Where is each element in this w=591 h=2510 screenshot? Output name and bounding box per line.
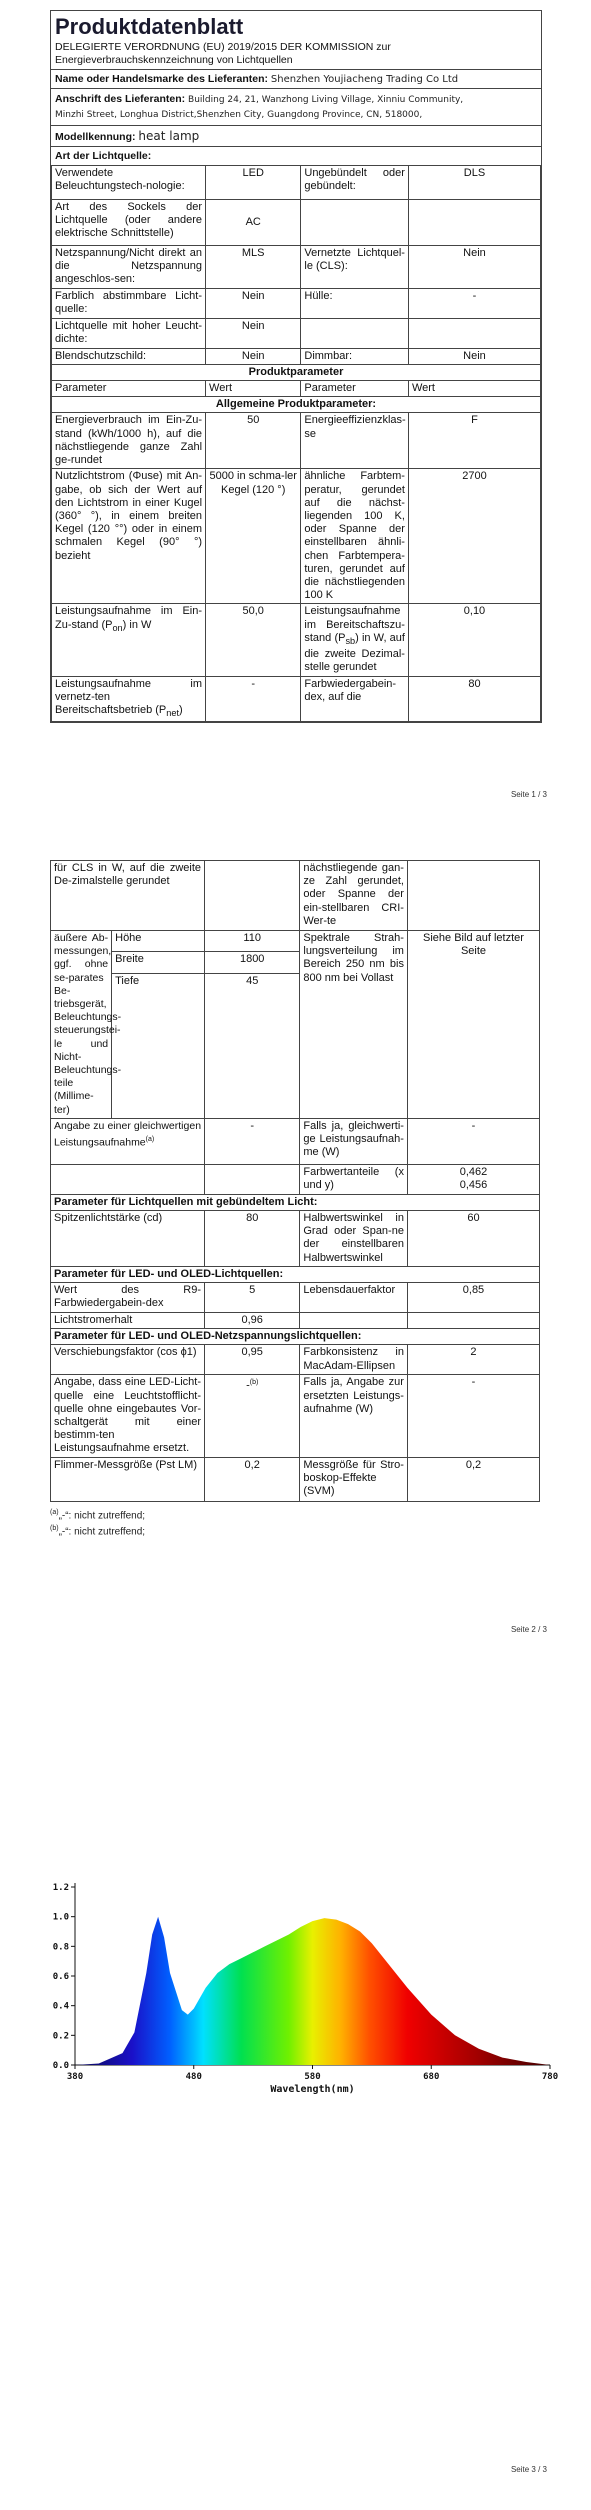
table-row: Spitzenlichtstärke (cd) 80 Halbwertswinkel in Grad oder Span-ne der einstellbaren Halbwertswinkel 60 [51, 1211, 540, 1267]
table-row: Energieverbrauch im Ein-Zu-stand (kWh/1000 h), auf die nächstliegende ganze Zahl ge-rundet 50 Energieeffizienzklas-se F [52, 413, 541, 469]
x-tick-label: 480 [185, 2072, 202, 2082]
spectral-value: Siehe Bild auf letzter Seite [407, 931, 539, 1119]
table-row: Farblich abstimmbare Licht-quelle: Nein Hülle: - [52, 288, 541, 318]
table-row: Leistungsaufnahme im Ein-Zu-stand $(P_{on})$ in W 50,0 Leistungsaufnahme im Bereitschaftszu-stand $(P_{sb})$ in W, auf die zweite Dezimal-stelle gerundet 0,10 [52, 604, 541, 676]
table-row: Lichtquelle mit hoher Leucht-dichte: Nein [52, 318, 541, 348]
dimensions-label: äußere Ab-messungen, ggf. ohne se-parates Be-triebsgerät, Beleuchtungs-steuerungstei-le und Nicht-Beleuchtungs-teile (Millime-ter) [51, 931, 112, 1119]
page-2-footer: Seite 2 / 3 [510, 1625, 547, 1634]
general-parameters-header: Allgemeine Produktparameter: [52, 397, 541, 413]
y-tick-label: 0.8 [52, 1942, 69, 1953]
product-parameters-header: Produktparameter [52, 364, 541, 380]
model-label: Modellkennung: [55, 131, 136, 143]
regulation-text: DELEGIERTE VERORDNUNG (EU) 2019/2015 DER KOMMISSION zur Energieverbrauchskennzeichnung von Lichtquellen [55, 41, 391, 66]
page-1 [0, 0, 591, 850]
table-row: Leistungsaufnahme im vernetz-ten Bereitschaftsbetrieb $(P_{net})$ - Farbwiedergabein-dex, auf die 80 [52, 676, 541, 722]
led-mains-header: Parameter für LED- und OLED-Netzspannungslichtquellen: [51, 1329, 540, 1345]
led-header: Parameter für LED- und OLED-Lichtquellen: [51, 1266, 540, 1282]
table-row: Wert des R9-Farbwiedergabein-dex 5 Lebensdauerfaktor 0,85 [51, 1283, 540, 1313]
table-row: Netzspannung/Nicht direkt an die Netzspannung angeschlos-sen: MLS Vernetzte Lichtquel-le (CLS): Nein [52, 246, 541, 289]
light-source-type-header: Art der Lichtquelle: [55, 150, 152, 162]
table-row: Lichtstromerhalt 0,96 [51, 1313, 540, 1329]
table-row: Art des Sockels der Lichtquelle (oder andere elektrische Schnittstelle) AC [52, 200, 541, 246]
table-row [52, 397, 541, 413]
y-tick-label: 0.2 [52, 2031, 69, 2042]
directional-header: Parameter für Lichtquellen mit gebündeltem Licht: [51, 1194, 540, 1210]
y-tick-label: 0.0 [52, 2061, 69, 2071]
page-3 [0, 1650, 591, 2510]
y-tick-label: 0.4 [52, 2001, 69, 2012]
table-row [51, 931, 540, 952]
product-data-table [51, 165, 541, 722]
supplier-name-label: Name oder Handelsmarke des Lieferanten: [55, 73, 268, 85]
address-label: Anschrift des Lieferanten: [55, 93, 186, 105]
address-line-2: Minzhi Street, Longhua District,Shenzhen City, Guangdong Province, CN, 518000, [55, 110, 423, 120]
spectrum-area [75, 1917, 550, 2065]
table-header-row: Parameter Wert Parameter Wert [52, 381, 541, 397]
dim-value: 1800 [205, 952, 300, 973]
x-tick-label: 780 [541, 2072, 559, 2082]
page-3-footer: Seite 3 / 3 [510, 2465, 547, 2474]
table-row: für CLS in W, auf die zweite De-zimalstelle gerundet nächstliegende gan-ze Zahl gerundet, oder Spanne der ein-stellbaren CRI-Wer-te [51, 861, 540, 931]
table-row: Nutzlichtstrom (Φuse) mit An-gabe, ob sich der Wert auf den Lichtstrom in einer Kugel (360° °), in einem breiten Kegel (120 °°) oder in einem schmalen Kegel (90° °) bezieht 5000 in schma-ler Kegel (120 °) ähnliche Farbtem-peratur, gerundet auf die nächst-liegenden 100 K, oder Spanne der einstellbaren ähnli-chen Farbtempera-turen, gerundet auf die nächstliegenden 100 K 2700 [52, 469, 541, 604]
table-row: Farbwertanteile (x und y) 0,462 0,456 [51, 1164, 540, 1194]
document-title: Produktdatenblatt [55, 14, 244, 39]
dim-name: Tiefe [112, 973, 205, 1118]
dim-value: 45 [205, 973, 300, 1118]
table-row: Verschiebungsfaktor (cos ϕ1) 0,95 Farbkonsistenz in MacAdam-Ellipsen 2 [51, 1345, 540, 1375]
spectral-label: Spektrale Strah-lungsverteilung im Bereich 250 nm bis 800 nm bei Vollast [300, 931, 408, 1119]
x-tick-label: 680 [423, 2072, 440, 2082]
page-2 [0, 850, 591, 1650]
address-line-1: Building 24, 21, Wanzhong Living Village, Xinniu Community, [188, 95, 464, 105]
y-tick-label: 1.2 [52, 1883, 69, 1893]
x-tick-label: 380 [66, 2072, 84, 2082]
x-tick-label: 580 [304, 2072, 321, 2082]
table-row: Angabe, dass eine LED-Licht-quelle eine Leuchtstofflicht-quelle ohne eingebautes Vor-schaltgerät mit einer bestimm-ten Leistungsaufnahme ersetzt. -$^{(b)}$ Falls ja, Angabe zur ersetzten Leistungs-aufnahme (W) - [51, 1375, 540, 1457]
y-tick-label: 1.0 [52, 1912, 69, 1923]
table-row [51, 1266, 540, 1282]
table-row: Verwendete Beleuchtungstech-nologie: LED Ungebündelt oder gebündelt: DLS [52, 166, 541, 200]
spectrum-chart [40, 1875, 560, 2095]
model-value: heat lamp [138, 129, 200, 143]
x-axis-label: Wavelength(nm) [270, 2084, 355, 2095]
page-1-footer: Seite 1 / 3 [510, 790, 547, 799]
product-data-table-continued [50, 860, 540, 1502]
footnote-b: $^{(b)}$„-“: nicht zutreffend; [50, 1525, 146, 1538]
supplier-name: Shenzhen Youjiacheng Trading Co Ltd [270, 74, 459, 85]
table-row [51, 1329, 540, 1345]
y-tick-label: 0.6 [52, 1972, 69, 1982]
footnote-a: $^{(a)}$„-“: nicht zutreffend; [50, 1508, 146, 1522]
dim-value: 110 [205, 931, 300, 952]
table-row [51, 1194, 540, 1210]
table-row: Angabe zu einer gleichwertigen Leistungsaufnahme$^{(a)}$ - Falls ja, gleichwerti-ge Leistungsaufnah-me (W) - [51, 1118, 540, 1164]
dim-name: Höhe [112, 931, 205, 952]
table-row: Flimmer-Messgröße (Pst LM) 0,2 Messgröße für Stro-boskop-Effekte (SVM) 0,2 [51, 1457, 540, 1501]
table-row [52, 364, 541, 380]
dim-name: Breite [112, 952, 205, 973]
table-row: Blendschutzschild: Nein Dimmbar: Nein [52, 348, 541, 364]
